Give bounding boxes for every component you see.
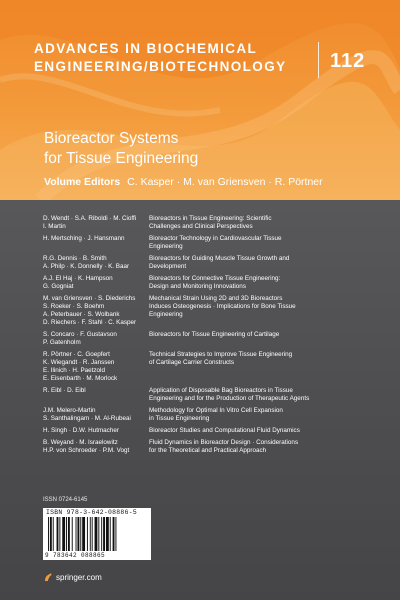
author-line: H.P. von Schroeder · P.M. Vogt	[43, 447, 130, 454]
contents-entry	[43, 255, 393, 271]
contents-entry	[43, 387, 393, 403]
title-line: Bioreactor Studies and Computational Fluid Dynamics	[149, 427, 300, 434]
barcode-bar	[53, 517, 54, 551]
barcode-bar	[98, 517, 99, 551]
author-line: K. Wiegandt · R. Janssen	[43, 359, 115, 366]
contents-entry-authors	[43, 295, 143, 327]
barcode-bar	[59, 517, 60, 551]
isbn-text: ISBN 978-3-642-08886-5	[46, 509, 137, 516]
title-line: Bioreactors for Tissue Engineering of Cartilage	[149, 331, 280, 338]
barcode-bar	[113, 517, 115, 551]
issn-label: ISSN 0724-6145	[43, 497, 88, 503]
ean-number: 9 783642 088865	[45, 552, 106, 559]
title-line: Technical Strategies to Improve Tissue Engineering	[149, 351, 293, 358]
series-title	[34, 40, 334, 76]
title-line: for the Theoretical and Practical Approach	[149, 447, 267, 454]
author-line: H. Singh · D.W. Hutmacher	[43, 427, 119, 434]
contents-entry-title	[149, 387, 381, 403]
series-title-line1: ADVANCES IN BIOCHEMICAL	[34, 41, 258, 56]
author-line: E. Eisenbarth · M. Morlock	[43, 375, 118, 382]
contents-entry-authors	[43, 407, 143, 423]
author-line: I. Martin	[43, 223, 66, 230]
publisher-url: springer.com	[56, 572, 102, 582]
contents-entry-title	[149, 255, 381, 271]
author-line: E. Ilinich · H. Paetzold	[43, 367, 105, 374]
contents-entry-authors	[43, 215, 143, 231]
barcode-bar	[76, 517, 77, 551]
title-line: Application of Disposable Bag Bioreactors in Tissue	[149, 387, 293, 394]
author-line: B. Weyand · M. Israelowitz	[43, 439, 118, 446]
barcode-bar	[68, 517, 70, 551]
contents-entry	[43, 295, 393, 327]
barcode-bar	[115, 517, 116, 551]
contents-entry-title	[149, 331, 381, 339]
author-line: R. Eibl · D. Eibl	[43, 387, 86, 394]
title-line: Engineering and for the Production of Therapeutic Agents	[149, 395, 310, 402]
contents-entry-title	[149, 235, 381, 251]
barcode-bar	[95, 517, 98, 551]
divider-line	[318, 42, 319, 78]
isbn-barcode	[43, 508, 151, 560]
editors-names: C. Kasper · M. van Griensven · R. Pörtner	[127, 176, 323, 188]
editors-label: Volume Editors	[44, 176, 121, 188]
title-line: Bioreactor Technology in Cardiovascular Tissue	[149, 235, 282, 242]
series-title-line2: ENGINEERING/BIOTECHNOLOGY	[34, 59, 287, 74]
barcode-bar	[106, 517, 109, 551]
cover-header-band	[0, 0, 400, 200]
barcode-bar	[77, 517, 79, 551]
barcode-bar	[50, 517, 52, 551]
author-line: S. Santhalingam · M. Al-Rubeai	[43, 415, 131, 422]
title-line: Development	[149, 263, 187, 270]
title-line: Design and Monitoring Innovations	[149, 283, 246, 290]
author-line: R.G. Dennis · B. Smith	[43, 255, 107, 262]
title-line: Mechanical Strain Using 2D and 3D Bioreactors	[149, 295, 283, 302]
author-line: R. Pörtner · C. Goepfert	[43, 351, 110, 358]
contents-entry-authors	[43, 235, 143, 243]
barcode-bar	[101, 517, 102, 551]
barcode-bar	[110, 517, 111, 551]
contents-entry-title	[149, 215, 381, 231]
barcode-bar	[62, 517, 65, 551]
author-line: A. Peterbauer · S. Wolbank	[43, 311, 120, 318]
contents-entry-authors	[43, 427, 143, 435]
author-line: S. Concaro · F. Gustavson	[43, 331, 117, 338]
title-line: Engineering	[149, 243, 183, 250]
contents-entry-title	[149, 295, 381, 319]
contents-entry-authors	[43, 439, 143, 455]
author-line: M. van Griensven · S. Diederichs	[43, 295, 136, 302]
title-line: Bioreactors for Guiding Muscle Tissue Growth and	[149, 255, 290, 262]
author-line: J.M. Melero-Martin	[43, 407, 96, 414]
barcode-bar	[48, 517, 49, 551]
barcode-bar	[103, 517, 105, 551]
volume-editors	[44, 176, 384, 188]
title-line: Engineering	[149, 311, 183, 318]
author-line: D. Riechers · F. Stahl · C. Kasper	[43, 319, 137, 326]
author-line: D. Wendt · S.A. Riboldi · M. Cioffi	[43, 215, 137, 222]
title-line: in Tissue Engineering	[149, 415, 210, 422]
title-line: Methodology for Optimal In Vitro Cell Expansion	[149, 407, 283, 414]
title-line: Challenges and Clinical Perspectives	[149, 223, 253, 230]
title-line: Bioreactors in Tissue Engineering: Scientific	[149, 215, 272, 222]
contents-entry-authors	[43, 387, 143, 395]
author-line: P. Gatenholm	[43, 339, 81, 346]
contents-entry	[43, 427, 393, 435]
contents-entry-title	[149, 439, 381, 455]
author-line: H. Mertsching · J. Hansmann	[43, 235, 125, 242]
contents-entry	[43, 331, 393, 347]
volume-number: 112	[330, 50, 366, 72]
barcode-bar	[80, 517, 81, 551]
contents-entry	[43, 407, 393, 423]
book-title-line2: for Tissue Engineering	[44, 150, 199, 167]
barcode-bar	[90, 517, 91, 551]
contents-entry	[43, 275, 393, 291]
book-title	[44, 129, 344, 169]
contents-entry-title	[149, 351, 381, 367]
book-title-line1: Bioreactor Systems	[44, 130, 179, 147]
title-line: Induces Osteogenesis · Implications for Bone Tissue	[149, 303, 296, 310]
author-line: A.J. El Haj · K. Hampson	[43, 275, 113, 282]
author-line: G. Gogniat	[43, 283, 74, 290]
contents-entry-authors	[43, 331, 143, 347]
contents-entry-authors	[43, 275, 143, 291]
contents-entry-title	[149, 407, 381, 423]
title-line: Fluid Dynamics in Bioreactor Design · Considerations	[149, 439, 299, 446]
contents-entry	[43, 439, 393, 455]
springer-horse-icon	[43, 572, 53, 582]
title-line: of Cartilage Carrier Constructs	[149, 359, 235, 366]
author-line: S. Roeker · S. Boehm	[43, 303, 105, 310]
barcode-bars	[48, 517, 146, 551]
contents-entry	[43, 215, 393, 231]
author-line: A. Philp · K. Donnelly · K. Baar	[43, 263, 130, 270]
barcode-bar	[92, 517, 93, 551]
contents-entry-title	[149, 275, 381, 291]
barcode-bar	[57, 517, 59, 551]
publisher-link[interactable]	[43, 572, 102, 582]
contents-entry-title	[149, 427, 381, 435]
barcode-bar	[72, 517, 73, 551]
barcode-bar	[87, 517, 88, 551]
barcode-bar	[82, 517, 85, 551]
contents-entry-authors	[43, 255, 143, 271]
barcode-bar	[66, 517, 67, 551]
contents-entry-authors	[43, 351, 143, 383]
decorative-swirl-graphic	[0, 0, 400, 200]
contents-entry	[43, 351, 393, 383]
title-line: Bioreactors for Connective Tissue Engineering:	[149, 275, 281, 282]
contents-entry	[43, 235, 393, 251]
